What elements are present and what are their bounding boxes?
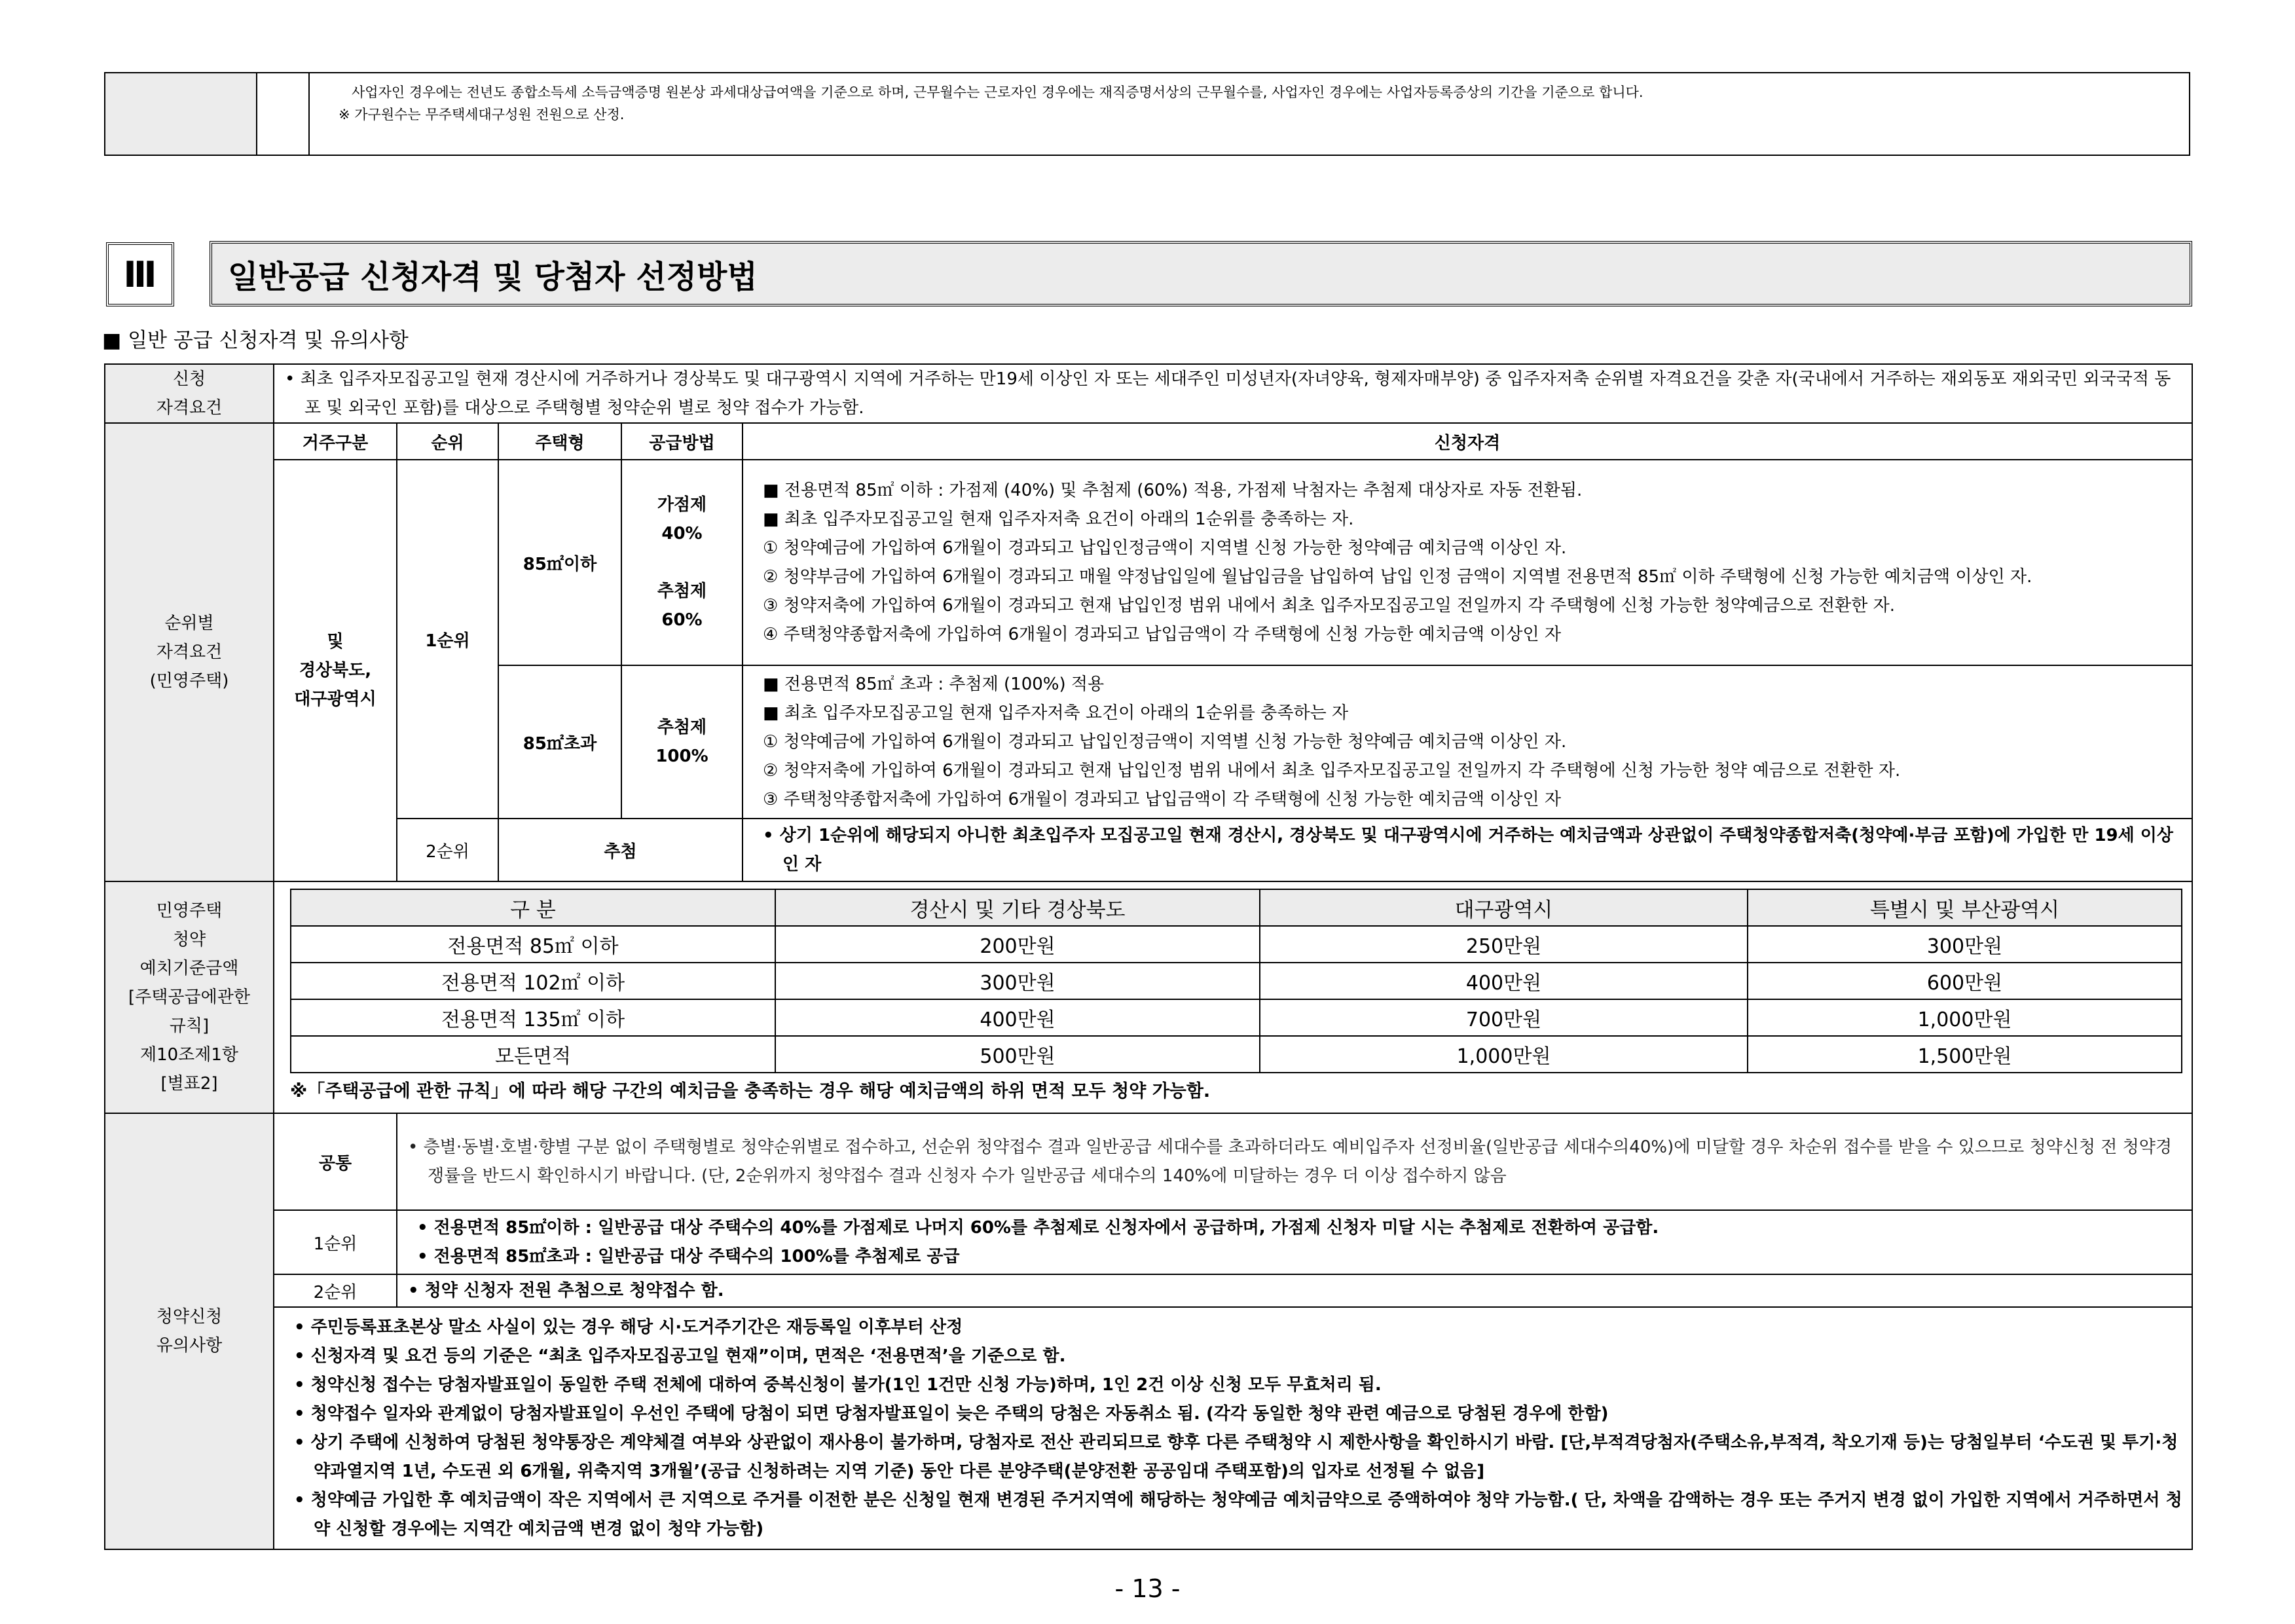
caution-item: • 청약신청 접수는 당첨자발표일이 동일한 주택 전체에 대하여 중복신청이 불가(1인 1건만 신청 가능)하며, 1인 2건 이상 신청 모두 무효처리 됨. bbox=[294, 1375, 1382, 1395]
deposit-area: 모든면적 bbox=[291, 1036, 775, 1073]
sub-heading: ■ 일반 공급 신청자격 및 유의사항 bbox=[102, 329, 409, 352]
deposit-note: ※「주택공급에 관한 규칙」에 따라 해당 구간의 예치금을 충족하는 경우 해당 예치금액의 하위 면적 모두 청약 가능함. bbox=[290, 1081, 1211, 1101]
caution-label: 청약신청 유의사항 bbox=[105, 1113, 274, 1549]
deposit-busan: 1,500만원 bbox=[1748, 1036, 2182, 1073]
caution-common-label: 공통 bbox=[274, 1113, 397, 1210]
deposit-row bbox=[291, 926, 2182, 963]
caution-rank1-label: 1순위 bbox=[274, 1210, 397, 1274]
type-a: 85㎡이하 bbox=[498, 460, 621, 665]
rank-label: 순위별 자격요건 (민영주택) bbox=[105, 423, 274, 881]
caution-rank1-item: • 전용면적 85㎡이하 : 일반공급 대상 주택수의 40%를 가점제로 나머지 60%를 추첨제로 신청자에서 공급하며, 가점제 신청자 미달 시는 추첨제로 전환하여 공급함. bbox=[417, 1218, 1659, 1238]
deposit-gyeongsan: 300만원 bbox=[775, 963, 1260, 999]
rank-header-type: 주택형 bbox=[498, 423, 621, 460]
section-number: Ⅲ bbox=[106, 242, 174, 306]
deposit-row bbox=[291, 999, 2182, 1036]
rank-region: 및 경상북도, 대구광역시 bbox=[274, 460, 397, 881]
top-note-line1: 사업자인 경우에는 전년도 종합소득세 소득금액증명 원본상 과세대상급여액을 기준으로 하며, 근무월수는 근로자인 경우에는 재직증명서상의 근무월수를, 사업자인 경우에는 사업자등록증상의 기간을 기준으로 합니다. bbox=[352, 84, 1643, 100]
eligibility-label: 신청 자격요건 bbox=[105, 364, 274, 423]
deposit-row bbox=[291, 963, 2182, 999]
deposit-gyeongsan: 200만원 bbox=[775, 926, 1260, 963]
item-a-2: ① 청약예금에 가입하여 6개월이 경과되고 납입인정금액이 지역별 신청 가능한 청약예금 예치금액 이상인 자. bbox=[763, 538, 1567, 558]
item-b-4: ③ 주택청약종합저축에 가입하여 6개월이 경과되고 납입금액이 각 주택형에 신청 가능한 예치금액 이상인 자 bbox=[763, 790, 1562, 809]
deposit-gyeongsan: 400만원 bbox=[775, 999, 1260, 1036]
item-b-3: ② 청약저축에 가입하여 6개월이 경과되고 현재 납입인정 범위 내에서 최초 입주자모집공고일 전일까지 각 주택형에 신청 가능한 청약 예금으로 전환한 자. bbox=[763, 761, 1901, 781]
method-a: 가점제 40% 추첨제 60% bbox=[621, 460, 743, 665]
deposit-daegu: 250만원 bbox=[1260, 926, 1748, 963]
item-b-0: ■ 전용면적 85㎡ 초과 : 추첨제 (100%) 적용 bbox=[763, 674, 1105, 694]
item-b-1: ■ 최초 입주자모집공고일 현재 입주자저축 요건이 아래의 1순위를 충족하는 자 bbox=[763, 703, 1349, 723]
deposit-header-busan: 특별시 및 부산광역시 bbox=[1748, 889, 2182, 926]
deposit-area: 전용면적 85㎡ 이하 bbox=[291, 926, 775, 963]
items-a bbox=[743, 460, 2192, 665]
section-title: 일반공급 신청자격 및 당첨자 선정방법 bbox=[210, 241, 2192, 306]
caution-rank2-text: • 청약 신청자 전원 추첨으로 청약접수 함. bbox=[397, 1274, 2192, 1307]
deposit-daegu: 700만원 bbox=[1260, 999, 1748, 1036]
caution-item: • 주민등록표초본상 말소 사실이 있는 경우 해당 시·도거주기간은 재등록일 이후부터 산정 bbox=[294, 1318, 963, 1337]
deposit-header-gyeongsan: 경산시 및 기타 경상북도 bbox=[775, 889, 1260, 926]
top-note-blank bbox=[105, 73, 257, 155]
eligibility-text: • 최초 입주자모집공고일 현재 경산시에 거주하거나 경상북도 및 대구광역시 지역에 거주하는 만19세 이상인 자 또는 세대주인 미성년자(자녀양육, 형제자매부양) 중 입주자저축 순위별 자격요건을 갖춘 자(국내에서 거주하는 재외동포 재외국민 외국국적 동포 및 외국인 포함)를 대상으로 주택형별 청약순위 별로 청약 접수가 가능함. bbox=[274, 364, 2192, 423]
caution-common-text: • 층별·동별·호별·향별 구분 없이 주택형별로 청약순위별로 접수하고, 선순위 청약접수 결과 일반공급 세대수를 초과하더라도 예비입주자 선정비율(일반공급 세대수의40%)에 미달할 경우 차순위 접수를 받을 수 있으므로 청약신청 전 청약경쟁률을 반드시 확인하시기 바랍니다. (단, 2순위까지 청약접수 결과 신청자 수가 일반공급 세대수의 140%에 미달하는 경우 더 이상 접수하지 않음 bbox=[397, 1113, 2192, 1210]
rank2-text: • 상기 1순위에 해당되지 아니한 최초입주자 모집공고일 현재 경산시, 경상북도 및 대구광역시에 거주하는 예치금액과 상관없이 주택청약종합저축(청약예·부금 포함)에 가입한 만 19세 이상인 자 bbox=[743, 819, 2192, 881]
caution-item: • 청약예금 가입한 후 예치금액이 작은 지역에서 큰 지역으로 주거를 이전한 분은 신청일 현재 변경된 주거지역에 해당하는 청약예금 예치금약으로 증액하여야 청약 가능함.( 단, 차액을 감액하는 경우 또는 주거지 변경 없이 가입한 지역에서 거주하면서 청약 신청할 경우에는 지역간 예치금액 변경 없이 청약 가능함) bbox=[294, 1490, 2182, 1539]
deposit-area: 전용면적 102㎡ 이하 bbox=[291, 963, 775, 999]
deposit-header-category: 구 분 bbox=[291, 889, 775, 926]
caution-item: • 청약접수 일자와 관계없이 당첨자발표일이 우선인 주택에 당첨이 되면 당첨자발표일이 늦은 주택의 당첨은 자동취소 됨. (각각 동일한 청약 관련 예금으로 당첨된 경우에 한함) bbox=[294, 1404, 1609, 1424]
page-number: - 13 - bbox=[1114, 1574, 1181, 1603]
deposit-area: 전용면적 135㎡ 이하 bbox=[291, 999, 775, 1036]
deposit-table bbox=[290, 889, 2182, 1073]
item-a-1: ■ 최초 입주자모집공고일 현재 입주자저축 요건이 아래의 1순위를 충족하는 자. bbox=[763, 509, 1354, 529]
rank-header-rank: 순위 bbox=[397, 423, 498, 460]
deposit-cell bbox=[274, 881, 2192, 1113]
caution-rank1-item: • 전용면적 85㎡초과 : 일반공급 대상 주택수의 100%를 추첨제로 공급 bbox=[417, 1247, 960, 1266]
type-b: 85㎡초과 bbox=[498, 665, 621, 819]
caution-items bbox=[274, 1307, 2192, 1549]
method-b: 추첨제 100% bbox=[621, 665, 743, 819]
item-a-4: ③ 청약저축에 가입하여 6개월이 경과되고 현재 납입인정 범위 내에서 최초 입주자모집공고일 전일까지 각 주택형에 신청 가능한 청약예금으로 전환한 자. bbox=[763, 596, 1895, 616]
deposit-row bbox=[291, 1036, 2182, 1073]
rank-header-residence: 거주구분 bbox=[274, 423, 397, 460]
deposit-busan: 600만원 bbox=[1748, 963, 2182, 999]
top-note-spacer bbox=[257, 73, 309, 155]
caution-item: • 상기 주택에 신청하여 당첨된 청약통장은 계약체결 여부와 상관없이 재사용이 불가하며, 당첨자로 전산 관리되므로 향후 다른 주택청약 시 제한사항을 확인하시기 바람. [단,부적격당첨자(주택소유,부적격, 착오기재 등)는 당첨일부터 ‘수도권 및 투기·청약과열지역 1년, 수도권 외 6개월, 위축지역 3개월’(공급 신청하려는 지역 기준) 동안 다른 분양주택(분양전환 공공임대 주택포함)의 입자로 선정될 수 없음] bbox=[294, 1433, 2178, 1481]
rank-header-qualification: 신청자격 bbox=[743, 423, 2192, 460]
items-b bbox=[743, 665, 2192, 819]
item-a-5: ④ 주택청약종합저축에 가입하여 6개월이 경과되고 납입금액이 각 주택형에 신청 가능한 예치금액 이상인 자 bbox=[763, 625, 1562, 644]
caution-item: • 신청자격 및 요건 등의 기준은 “최초 입주자모집공고일 현재”이며, 면적은 ‘전용면적’을 기준으로 함. bbox=[294, 1346, 1066, 1366]
deposit-gyeongsan: 500만원 bbox=[775, 1036, 1260, 1073]
rank-header-method: 공급방법 bbox=[621, 423, 743, 460]
main-table bbox=[104, 363, 2193, 1550]
deposit-daegu: 1,000만원 bbox=[1260, 1036, 1748, 1073]
caution-rank1-items bbox=[397, 1210, 2192, 1274]
top-note-table bbox=[104, 72, 2190, 156]
item-a-0: ■ 전용면적 85㎡ 이하 : 가점제 (40%) 및 추첨제 (60%) 적용, 가점제 낙첨자는 추첨제 대상자로 자동 전환됨. bbox=[763, 481, 1583, 500]
method-2: 추첨 bbox=[498, 819, 743, 881]
rank2-label: 2순위 bbox=[397, 819, 498, 881]
item-b-2: ① 청약예금에 가입하여 6개월이 경과되고 납입인정금액이 지역별 신청 가능한 청약예금 예치금액 이상인 자. bbox=[763, 732, 1567, 752]
deposit-label: 민영주택 청약 예치기준금액 [주택공급에관한 규칙] 제10조제1항 [별표2] bbox=[105, 881, 274, 1113]
caution-rank2-label: 2순위 bbox=[274, 1274, 397, 1307]
top-note-line2: ※ 가구원수는 무주택세대구성원 전원으로 산정. bbox=[339, 107, 625, 122]
deposit-busan: 300만원 bbox=[1748, 926, 2182, 963]
top-note-cell bbox=[309, 73, 2190, 155]
item-a-3: ② 청약부금에 가입하여 6개월이 경과되고 매월 약정납입일에 월납입금을 납입하여 납입 인정 금액이 지역별 전용면적 85㎡ 이하 주택형에 신청 가능한 예치금액 이상인 자. bbox=[763, 567, 2032, 587]
deposit-daegu: 400만원 bbox=[1260, 963, 1748, 999]
deposit-header-daegu: 대구광역시 bbox=[1260, 889, 1748, 926]
rank1-label: 1순위 bbox=[397, 460, 498, 819]
deposit-busan: 1,000만원 bbox=[1748, 999, 2182, 1036]
